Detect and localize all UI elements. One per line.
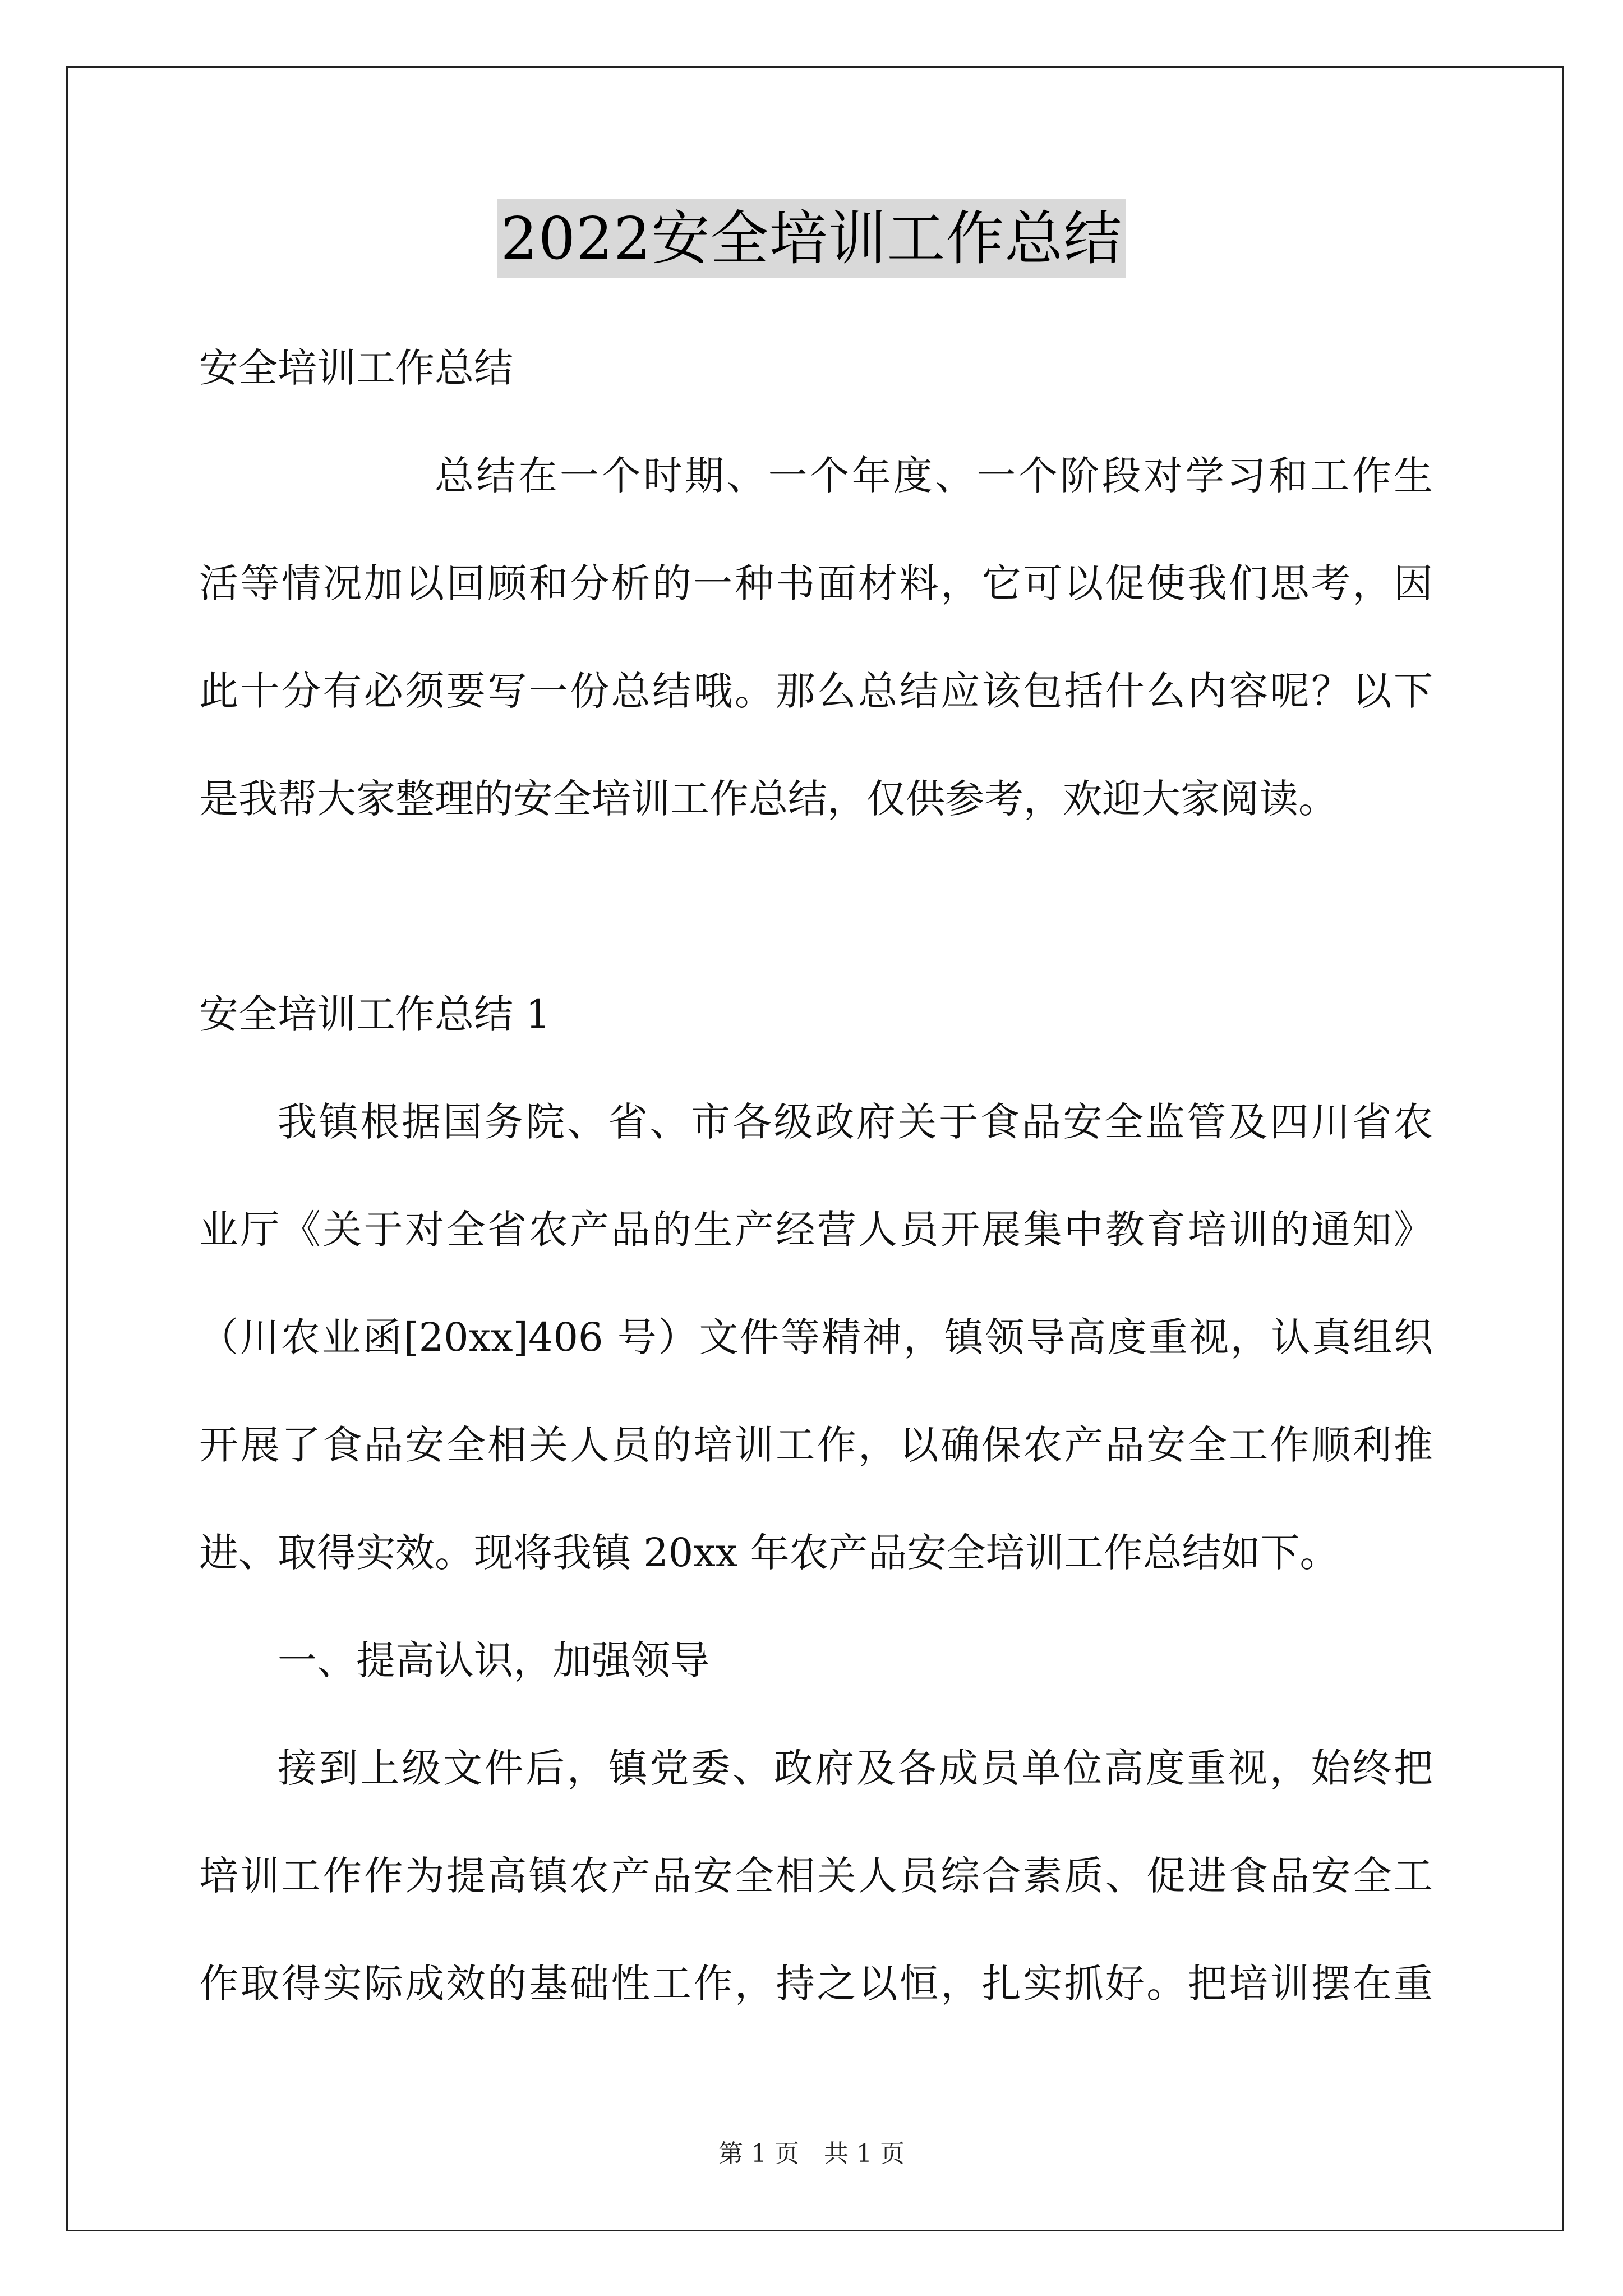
text-line: 安全培训工作总结 (199, 345, 513, 391)
text-line: （川农业函[20xx]406 号）文件等精神，镇领导高度重视，认真组织 (199, 1314, 1433, 1360)
text-line: 作取得实际成效的基础性工作，持之以恒，扎实抓好。把培训摆在重 (199, 1961, 1433, 2007)
document-title: 2022安全培训工作总结 (497, 199, 1126, 278)
title-area (0, 199, 1623, 278)
text-line: 总结在一个时期、一个年度、一个阶段对学习和工作生 (435, 453, 1433, 499)
text-line: 进、取得实效。现将我镇 20xx 年农产品安全培训工作总结如下。 (199, 1530, 1339, 1576)
text-line: 一、提高认识，加强领导 (278, 1637, 709, 1683)
text-line: 接到上级文件后，镇党委、政府及各成员单位高度重视，始终把 (278, 1745, 1433, 1791)
text-line: 培训工作作为提高镇农产品安全相关人员综合素质、促进食品安全工 (199, 1853, 1433, 1899)
text-line: 开展了食品安全相关人员的培训工作，以确保农产品安全工作顺利推 (199, 1422, 1433, 1468)
text-line: 业厅《关于对全省农产品的生产经营人员开展集中教育培训的通知》 (199, 1207, 1433, 1253)
text-line: 安全培训工作总结 1 (199, 991, 551, 1037)
text-line: 活等情况加以回顾和分析的一种书面材料，它可以促使我们思考，因 (199, 560, 1433, 606)
text-line: 我镇根据国务院、省、市各级政府关于食品安全监管及四川省农 (278, 1099, 1433, 1145)
blank-line (199, 853, 1433, 960)
text-line: 是我帮大家整理的安全培训工作总结，仅供参考，欢迎大家阅读。 (199, 776, 1338, 822)
text-line: 此十分有必须要写一份总结哦。那么总结应该包括什么内容呢？以下 (199, 668, 1433, 714)
document-body (199, 314, 1433, 2037)
page-footer: 第 1 页 共 1 页 (718, 2139, 905, 2168)
